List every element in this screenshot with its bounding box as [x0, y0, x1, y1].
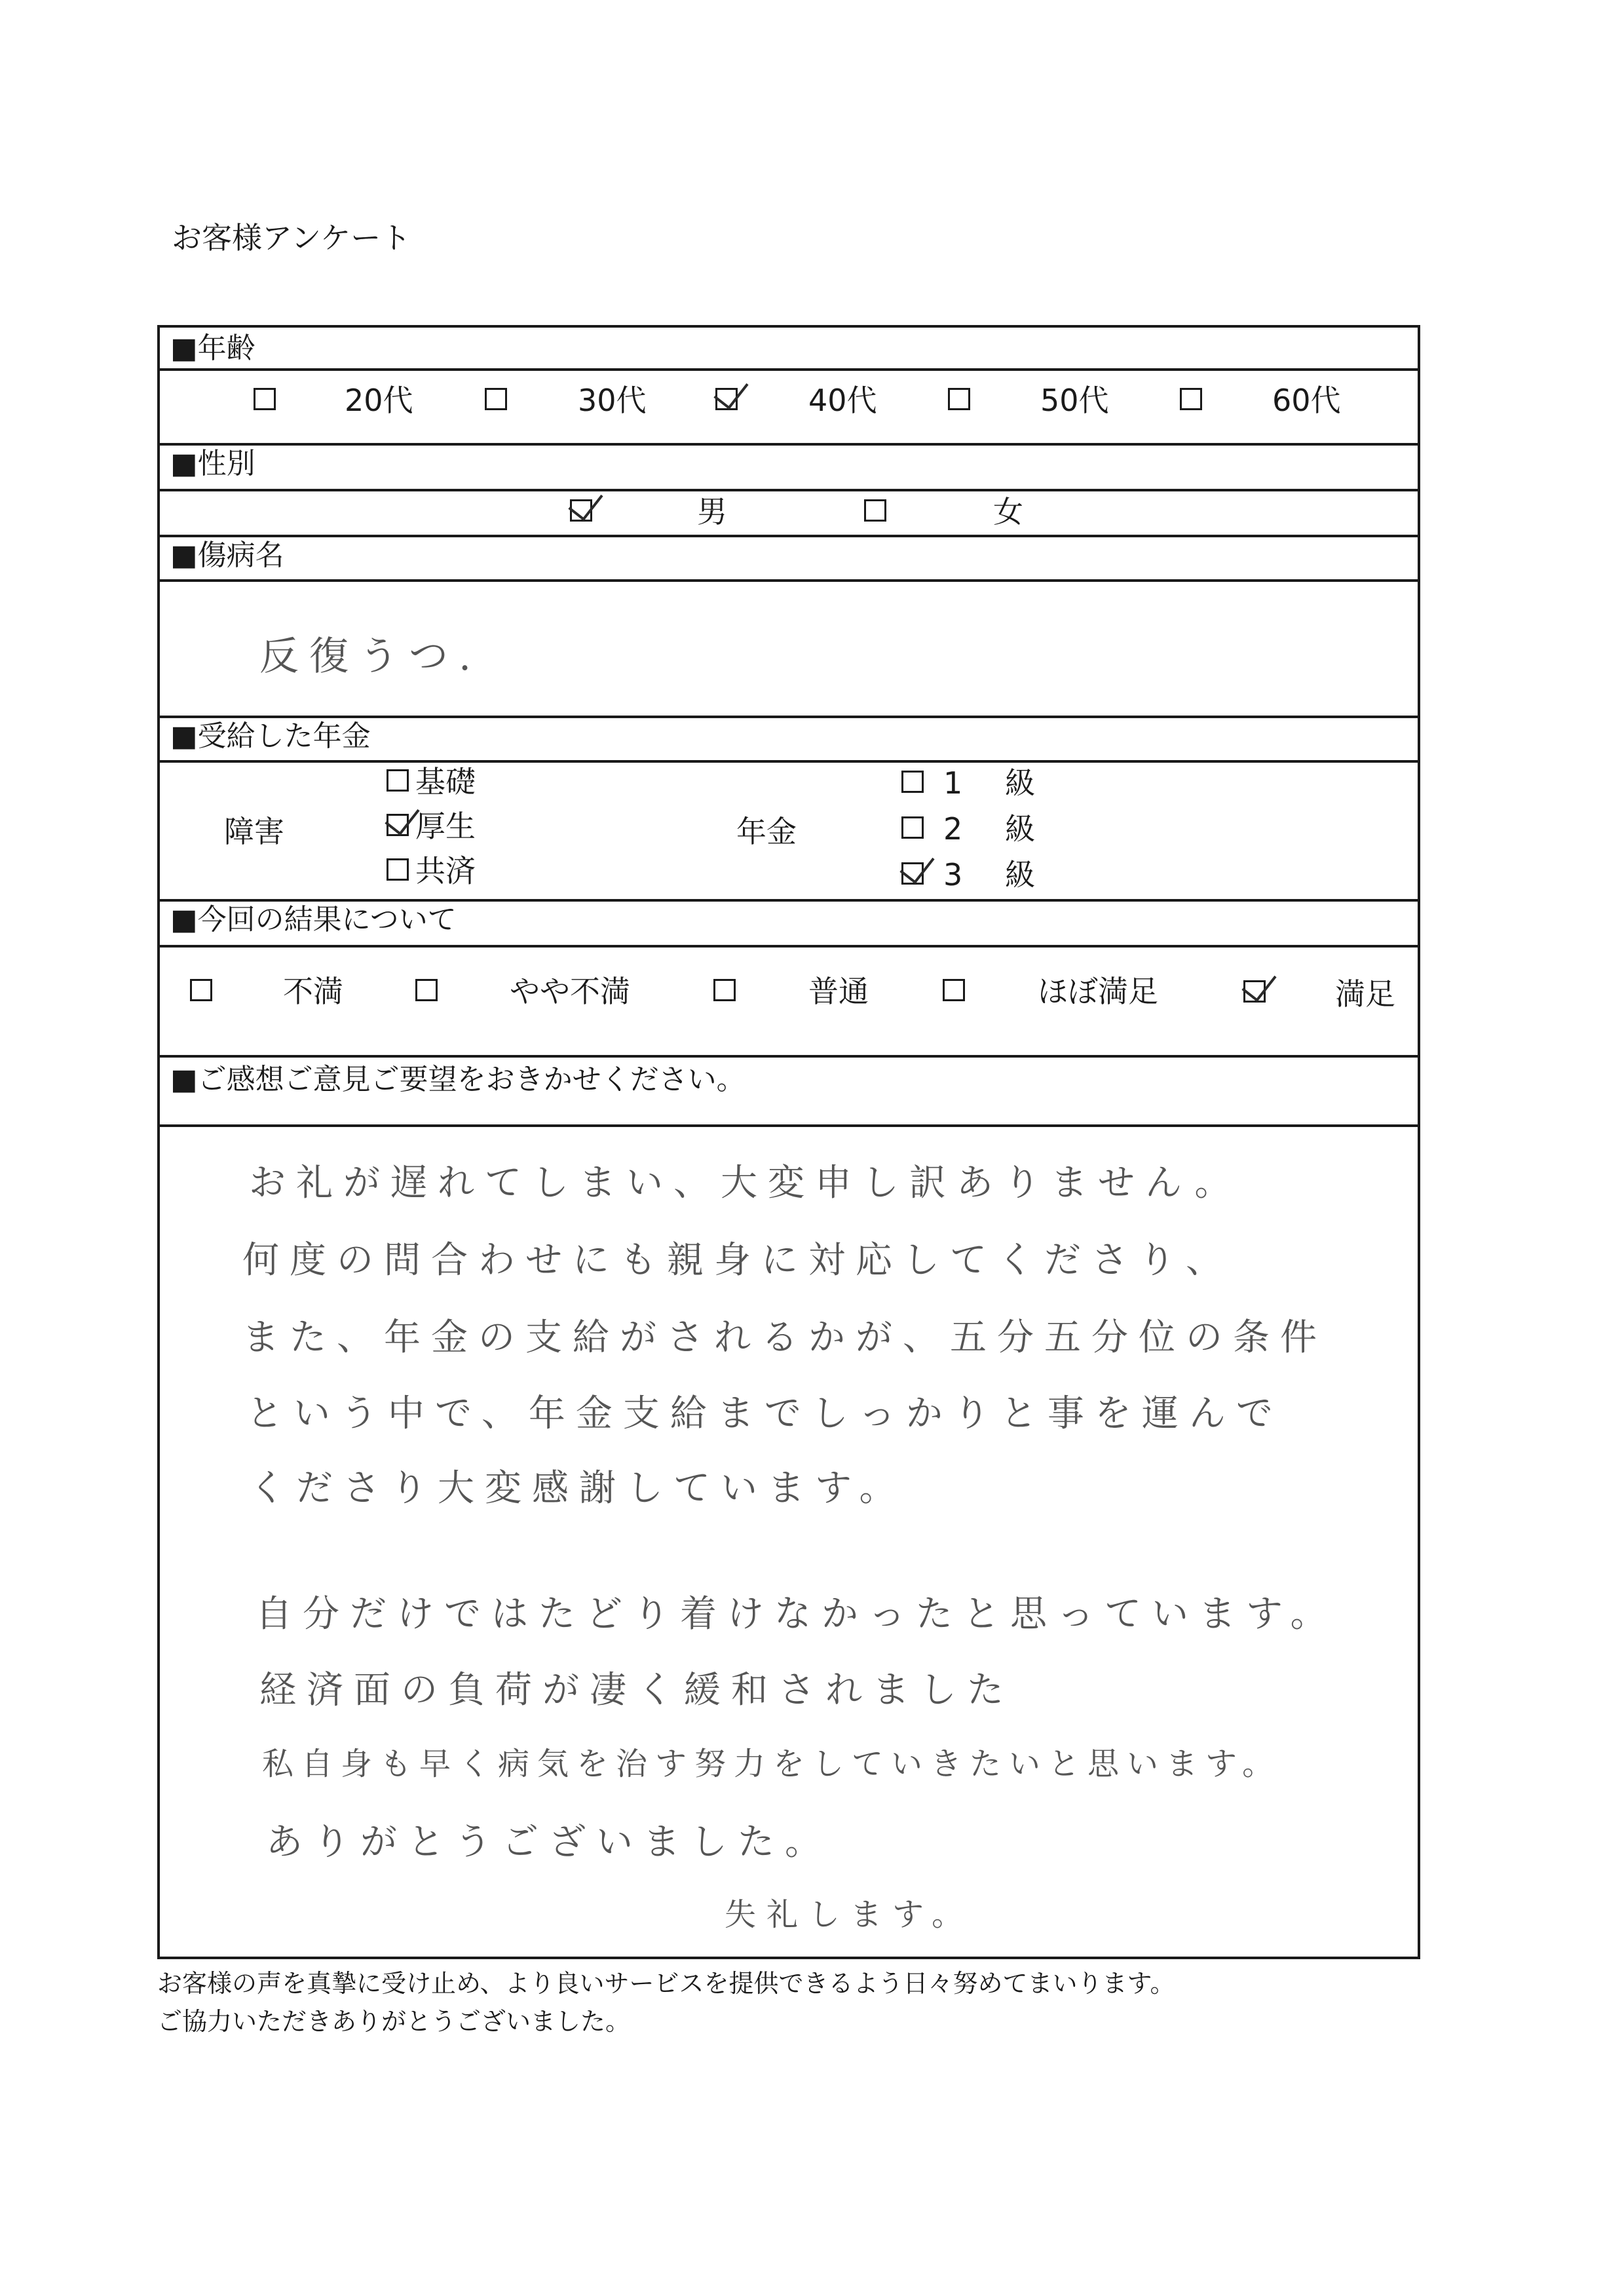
age-label-60: 60代: [1272, 383, 1341, 418]
gender-label-male: 男: [697, 494, 727, 529]
pension-kind-checkbox-kyosai[interactable]: [387, 858, 409, 881]
survey-form: [157, 325, 1420, 1959]
age-checkbox-40[interactable]: [715, 388, 738, 410]
section-gender: ■性別: [170, 447, 255, 480]
section-pension: ■受給した年金: [170, 719, 371, 753]
age-label-50: 50代: [1040, 383, 1109, 418]
section-comments: ■ご感想ご意見ご要望をおきかせください。: [170, 1063, 746, 1096]
section-illness: ■傷病名: [170, 539, 284, 572]
gender-checkbox-male[interactable]: [570, 499, 592, 522]
comment-line: 私自身も早く病気を治す努力をしていきたいと思います。: [262, 1746, 1282, 1782]
gender-checkbox-female[interactable]: [864, 499, 886, 522]
grade-num-2: 2: [943, 811, 963, 847]
pension-type-label: 障害: [224, 814, 284, 849]
age-checkbox-60[interactable]: [1180, 388, 1202, 410]
comment-line: ありがとうございました。: [266, 1821, 832, 1864]
grade-unit-1: 級: [1005, 765, 1035, 801]
comment-signoff: 失礼します。: [725, 1896, 974, 1933]
footer-message-line2: ご協力いただきありがとうございました。: [157, 2007, 631, 2036]
comment-line: という中で、年金支給までしっかりと事を運んで: [246, 1392, 1283, 1435]
result-checkbox-average[interactable]: [713, 979, 736, 1001]
grade-unit-3: 級: [1005, 857, 1035, 892]
grade-checkbox-3[interactable]: [901, 862, 924, 885]
section-result: ■今回の結果について: [170, 903, 457, 936]
comment-line: 何度の問合わせにも親身に対応してくださり、: [242, 1239, 1233, 1282]
footer-message-line1: お客様の声を真摯に受け止め、より良いサービスを提供できるよう日々努めてまいります。: [157, 1969, 1175, 1998]
comment-line: また、年金の支給がされるかが、五分五分位の条件: [242, 1316, 1327, 1359]
illness-value: 反復うつ.: [259, 634, 482, 679]
result-label-satisfied: 満足: [1335, 976, 1395, 1012]
gender-label-female: 女: [993, 494, 1023, 529]
result-label-unsatisfied: 不満: [283, 974, 343, 1009]
pension-kind-checkbox-kosei[interactable]: [387, 814, 409, 836]
grade-checkbox-2[interactable]: [901, 816, 924, 839]
pension-kind-label-kyosai: 共済: [415, 853, 476, 889]
pension-kind-label-basic: 基礎: [415, 764, 476, 799]
grade-num-3: 3: [943, 857, 963, 892]
grade-num-1: 1: [943, 765, 963, 801]
pension-kind-checkbox-basic[interactable]: [387, 769, 409, 792]
pension-kind-label-kosei: 厚生: [415, 809, 476, 844]
section-age: ■年齢: [170, 332, 255, 365]
result-label-average: 普通: [808, 974, 869, 1009]
age-checkbox-50[interactable]: [948, 388, 970, 410]
grade-checkbox-1[interactable]: [901, 771, 924, 793]
pension-label: 年金: [736, 814, 797, 849]
age-label-20: 20代: [345, 383, 413, 418]
comment-line: 自分だけではたどり着けなかったと思っています。: [255, 1593, 1338, 1636]
result-label-somewhat-unsatisfied: やや不満: [510, 974, 630, 1009]
comment-line: くださり大変感謝しています。: [249, 1467, 907, 1510]
result-checkbox-unsatisfied[interactable]: [190, 979, 212, 1001]
age-label-30: 30代: [578, 383, 647, 418]
comment-line: 経済面の負荷が凄く緩和されました: [259, 1669, 1014, 1712]
result-label-mostly-satisfied: ほぼ満足: [1038, 974, 1158, 1009]
age-label-40: 40代: [808, 383, 877, 418]
age-checkbox-30[interactable]: [485, 388, 507, 410]
comment-line: お礼が遅れてしまい、大変申し訳ありません。: [249, 1162, 1242, 1204]
grade-unit-2: 級: [1005, 811, 1035, 847]
result-checkbox-mostly-satisfied[interactable]: [943, 979, 965, 1001]
page-title: お客様アンケート: [172, 220, 411, 256]
result-checkbox-satisfied[interactable]: [1243, 980, 1266, 1003]
result-checkbox-somewhat-unsatisfied[interactable]: [415, 979, 438, 1001]
age-checkbox-20[interactable]: [254, 388, 276, 410]
